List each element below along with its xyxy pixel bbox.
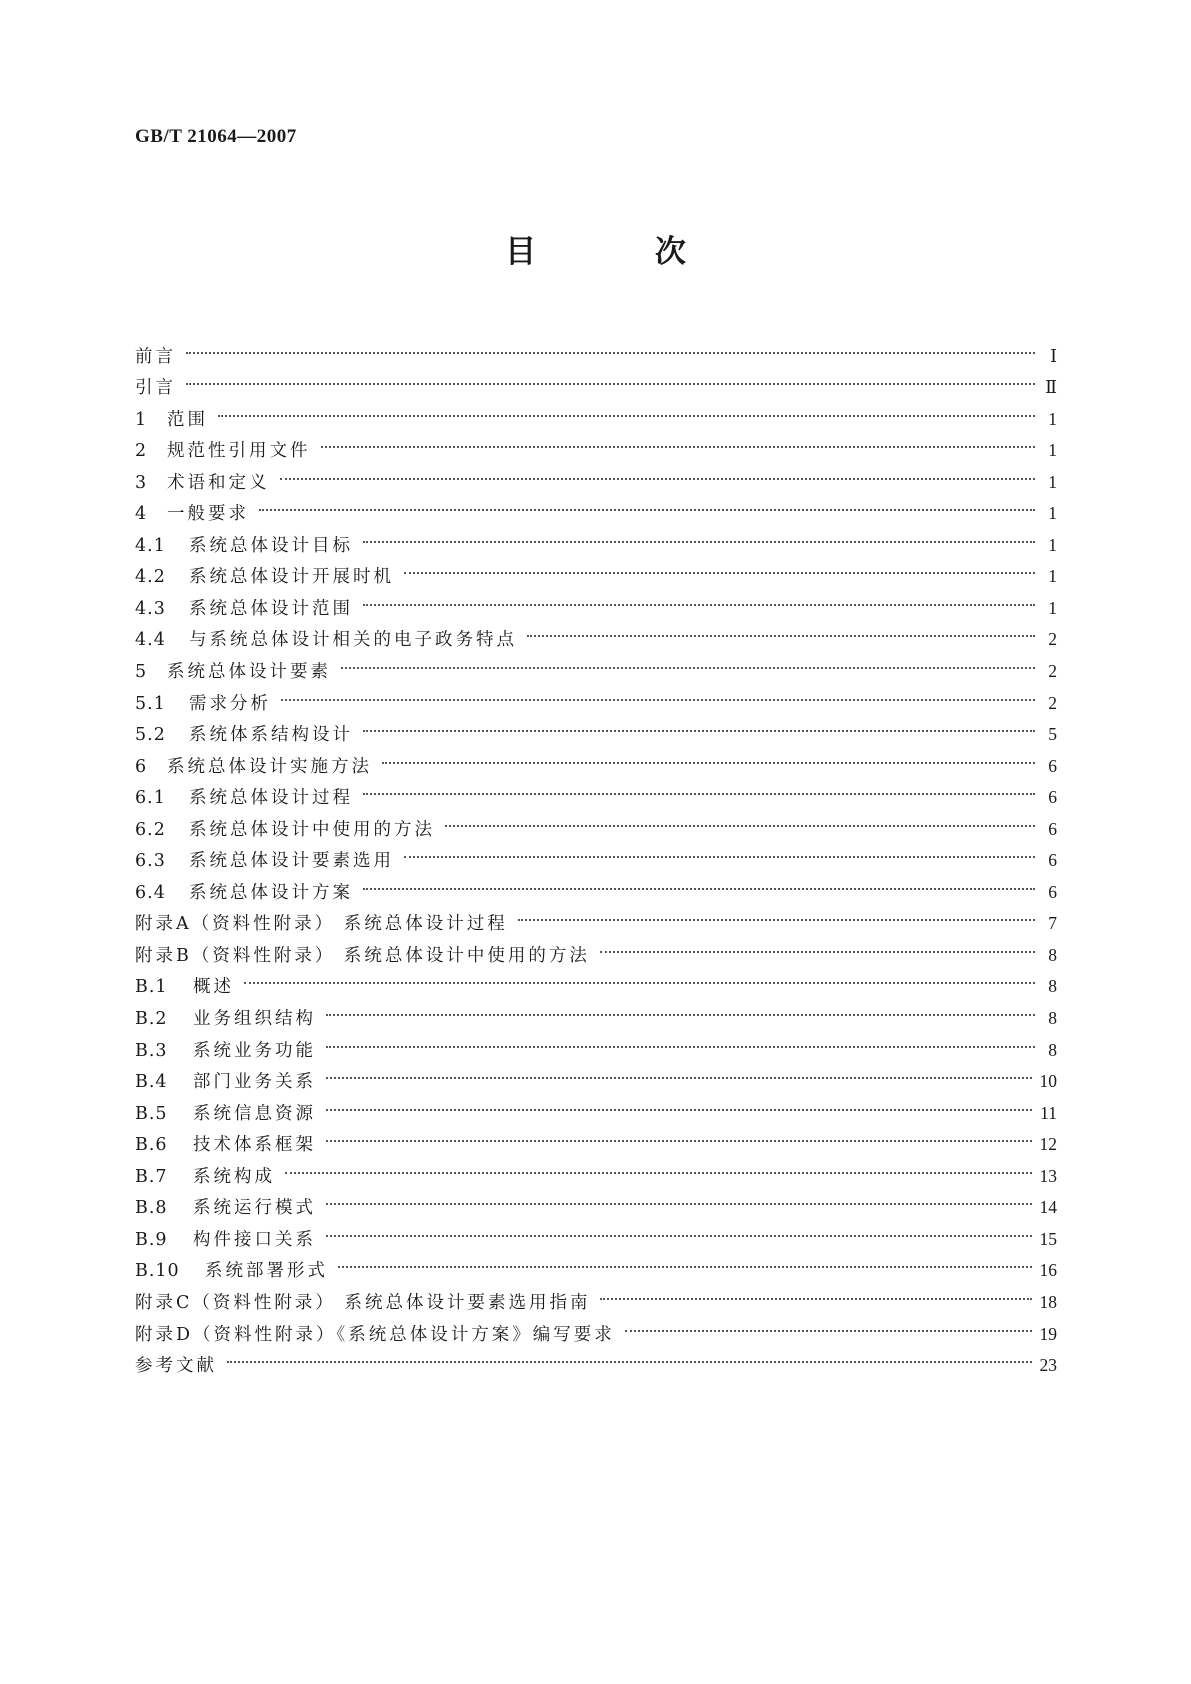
toc-entry-title: 系统部署形式 [205,1261,328,1282]
standard-code: GB/T 21064—2007 [135,126,297,147]
toc-entry-number: 6.3 [135,851,166,872]
toc-entry-page: 1 [1048,440,1057,461]
toc-entry-number: 4 [135,504,148,525]
toc-entry-page: 1 [1048,408,1057,429]
toc-dot-leader [326,1056,1032,1088]
toc-entry-number: B.10 [135,1261,180,1282]
toc-entry-page: 10 [1039,1071,1057,1092]
toc-entry-title: 与系统总体设计相关的电子政务特点 [189,630,517,651]
toc-dot-leader [382,740,1035,772]
toc-dot-leader [445,803,1035,835]
toc-entry-page: 23 [1039,1355,1057,1376]
toc-entry[interactable] [135,393,1057,430]
toc-entry-number: 4.3 [135,598,166,619]
toc-dot-leader [338,1245,1032,1277]
toc-entry-title: 系统总体设计实施方法 [167,756,372,777]
toc-dot-leader [186,362,1035,394]
toc-dot-leader [341,645,1035,677]
toc-dot-leader [363,866,1035,898]
toc-dot-leader [259,488,1035,520]
toc-entry-title: 系统体系结构设计 [189,725,353,746]
toc-entry-title: 附录D（资料性附录）《系统总体设计方案》编写要求 [135,1324,615,1345]
toc-entry-title: 系统总体设计目标 [189,535,353,556]
toc-dot-leader [285,1150,1032,1182]
toc-entry-title: 系统运行模式 [193,1198,316,1219]
toc-entry-title: 范围 [167,409,208,430]
toc-entry-page: 8 [1048,976,1057,997]
toc-entry-page: 8 [1048,944,1057,965]
toc-entry[interactable] [135,488,1057,525]
toc-entry-title: 附录A（资料性附录） 系统总体设计过程 [135,914,508,935]
toc-dot-leader [363,772,1035,804]
toc-entry-page: 19 [1039,1323,1057,1344]
toc-entry-title: 系统总体设计中使用的方法 [189,819,435,840]
toc-entry-page: 1 [1048,566,1057,587]
toc-entry-page: 13 [1039,1165,1057,1186]
toc-dot-leader [404,551,1035,583]
page-title: 目 次 [505,234,740,270]
toc-entry-title: 系统构成 [193,1166,275,1187]
toc-dot-leader [326,1087,1032,1119]
toc-dot-leader [321,425,1036,457]
toc-dot-leader [404,835,1035,867]
toc-entry[interactable] [135,519,1057,556]
toc-dot-leader [326,1119,1032,1151]
toc-entry-number: 5.2 [135,725,166,746]
toc-entry-page: 6 [1048,818,1057,839]
toc-dot-leader [600,1276,1031,1308]
toc-entry-number: 5.1 [135,693,166,714]
toc-entry-number: B.9 [135,1229,168,1250]
toc-entry-title: 系统总体设计要素 [167,662,331,683]
toc-dot-leader [326,992,1035,1024]
toc-entry-page: 15 [1039,1228,1057,1249]
toc-entry-page: 8 [1048,1039,1057,1060]
toc-entry-number: B.4 [135,1072,168,1093]
toc-entry-number: B.5 [135,1103,168,1124]
toc-entry-page: 14 [1039,1197,1057,1218]
toc-entry-number: B.3 [135,1040,168,1061]
toc-entry-title: 附录B（资料性附录） 系统总体设计中使用的方法 [135,945,590,966]
toc-dot-leader [186,330,1035,362]
toc-entry-title: 引言 [135,378,176,399]
toc-entry-number: 3 [135,472,148,493]
toc-entry-page: 18 [1039,1291,1057,1312]
toc-entry-page: 1 [1048,597,1057,618]
toc-entry-title: 构件接口关系 [193,1229,316,1250]
toc-entry-page: 6 [1048,755,1057,776]
toc-entry-page: 12 [1039,1134,1057,1155]
table-of-contents [135,330,1057,1377]
toc-entry[interactable] [135,330,1057,367]
toc-entry-title: 业务组织结构 [193,1009,316,1030]
toc-entry-page: 6 [1048,850,1057,871]
toc-dot-leader [326,1024,1035,1056]
toc-entry-page: 1 [1048,471,1057,492]
toc-dot-leader [625,1308,1032,1340]
toc-entry-number: 4.4 [135,630,166,651]
toc-entry-number: 6.2 [135,819,166,840]
toc-entry-title: 系统信息资源 [193,1103,316,1124]
toc-dot-leader [363,519,1035,551]
toc-entry-title: 参考文献 [135,1356,217,1377]
toc-entry-number: B.6 [135,1135,168,1156]
toc-entry-title: 部门业务关系 [193,1072,316,1093]
toc-entry-title: 前言 [135,346,176,367]
toc-entry-page: 7 [1048,913,1057,934]
toc-entry-number: B.2 [135,1009,168,1030]
toc-entry-page: 8 [1048,1008,1057,1029]
toc-entry-title: 规范性引用文件 [167,441,311,462]
toc-entry-number: 6.4 [135,882,166,903]
toc-entry-title: 系统总体设计过程 [189,788,353,809]
toc-entry-title: 系统总体设计范围 [189,598,353,619]
toc-dot-leader [518,898,1035,930]
toc-dot-leader [363,709,1035,741]
toc-entry-number: 1 [135,409,148,430]
toc-entry-page: 6 [1048,881,1057,902]
toc-entry-page: 11 [1040,1102,1057,1123]
toc-entry-page: Ⅱ [1045,377,1057,398]
toc-entry-page: 16 [1039,1260,1057,1281]
toc-entry-number: 6.1 [135,788,166,809]
toc-entry-page: 1 [1048,503,1057,524]
toc-dot-leader [281,677,1035,709]
toc-entry-number: 4.1 [135,535,166,556]
toc-dot-leader [326,1213,1032,1245]
toc-entry-title: 系统业务功能 [193,1040,316,1061]
toc-entry[interactable] [135,709,1057,746]
toc-dot-leader [218,393,1035,425]
toc-entry-title: 一般要求 [167,504,249,525]
toc-entry-number: 4.2 [135,567,166,588]
toc-entry-title: 需求分析 [189,693,271,714]
toc-dot-leader [280,456,1036,488]
toc-entry-number: B.1 [135,977,168,998]
toc-entry-page: 5 [1048,724,1057,745]
toc-entry-number: B.8 [135,1198,168,1219]
toc-entry-page: Ⅰ [1050,345,1057,366]
toc-entry-title: 术语和定义 [167,472,270,493]
toc-entry-number: 2 [135,441,148,462]
toc-entry-title: 系统总体设计方案 [189,882,353,903]
toc-entry-page: 6 [1048,787,1057,808]
toc-entry[interactable] [135,1340,1057,1377]
toc-entry[interactable] [135,961,1057,998]
toc-entry[interactable] [135,992,1057,1030]
toc-entry[interactable] [135,425,1057,462]
toc-entry-title: 附录C（资料性附录） 系统总体设计要素选用指南 [135,1292,591,1313]
toc-entry[interactable] [135,362,1057,399]
toc-dot-leader [326,1182,1032,1214]
toc-entry-title: 系统总体设计开展时机 [189,567,394,588]
toc-dot-leader [244,961,1035,993]
toc-entry-number: 5 [135,662,148,683]
toc-entry-title: 概述 [193,977,234,998]
toc-dot-leader [227,1340,1032,1372]
toc-dot-leader [527,614,1035,646]
toc-entry-title: 技术体系框架 [193,1135,316,1156]
toc-entry-page: 2 [1048,661,1057,682]
toc-dot-leader [363,582,1035,614]
toc-dot-leader [600,929,1035,961]
toc-entry-number: B.7 [135,1166,168,1187]
toc-entry-page: 2 [1048,692,1057,713]
toc-entry-page: 1 [1048,534,1057,555]
toc-entry-title: 系统总体设计要素选用 [189,851,394,872]
toc-entry-number: 6 [135,756,148,777]
toc-entry-page: 2 [1048,629,1057,650]
